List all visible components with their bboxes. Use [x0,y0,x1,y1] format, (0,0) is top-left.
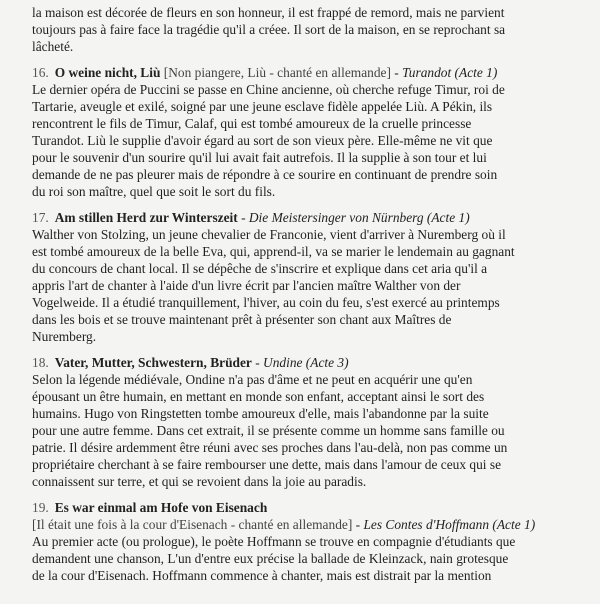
text-line: demandent une chanson, L'un d'entre eux précise la ballade de Kleinzack, nain grotesque [32,551,509,566]
entry-17 [32,209,572,345]
entry-body [32,226,572,345]
text-line: de la cour d'Eisenach. Hoffmann commence à chanter, mais est distrait par la mention [32,568,492,583]
text-line: pour le souvenir d'un sourire qu'il lui avait fait autrefois. Il la supplie à son tour et lui [32,150,487,165]
entry-number: 16. [32,65,49,80]
text-line: Vogelweide. Il a étudié tranquillement, l'hiver, au coin du feu, s'est exercé au printemps [32,295,500,310]
entry-heading [32,64,572,81]
text-line: du concours de chant local. Il se dépêche de s'inscrire et explique dans cet aria qu'il a [32,261,488,276]
text-line: Le dernier opéra de Puccini se passe en Chine ancienne, où cherche refuge Timur, roi de [32,82,505,97]
text-line: demande de ne pas pleurer mais de répondre à ce sourire en continuant de prendre soin [32,167,498,182]
text-line: humains. Hugo von Ringstetten tombe amoureux d'elle, mais l'abandonne par la suite [32,406,489,421]
aria-translation: [Non piangere, Liù - chanté en allemande] [163,65,391,80]
text-line: toujours pas à faire face la tragédie qu'il a créee. Il sort de la maison, en se reprochant sa [32,22,506,37]
dash: - [352,517,364,532]
dash: - [237,210,249,225]
entry-body [32,371,572,490]
text-line: épousant un être humain, en mettant en monde son enfant, acceptant ainsi le sort des [32,389,485,404]
aria-title: Vater, Mutter, Schwestern, Brüder [54,355,252,370]
text-line: propriétaire cherchant à se faire rembourser une dette, mais dans l'amour de ceux qui se [32,457,502,472]
text-line: appris l'art de chanter à l'aide d'un livre écrit par l'ancien maître Walther von der [32,278,461,293]
dash: - [251,355,264,370]
entry-number: 19. [32,500,49,515]
page [0,4,600,604]
text-line: pour une autre femme. Dans cet extrait, il se présente comme un homme sans famille ou [32,423,505,438]
entry-18 [32,354,572,490]
entry-heading [32,209,572,226]
text-line: Tartarie, aveugle et exilé, soigné par une jeune esclave fidèle appelée Liù. A Pékin, ils [32,99,493,114]
text-line: rencontrent le fils de Timur, Calaf, qui est tombé amoureux de la cruelle princesse [32,116,472,131]
text-line: lâcheté. [32,39,74,54]
text-line: du roi son maître, quel que soit le sort du fils. [32,184,276,199]
opera-title: Die Meistersinger von Nürnberg (Acte 1) [248,210,470,225]
entry-19 [32,499,572,584]
aria-title: O weine nicht, Liù [54,65,161,80]
entry-number: 18. [32,355,49,370]
text-line: Au premier acte (ou prologue), le poète Hoffmann se trouve en compagnie d'étudiants que [32,534,516,549]
text-line: la maison est décorée de fleurs en son honneur, il est frappé de remord, mais ne parvient [32,5,505,20]
text-line: patrie. Il désire ardemment être réuni avec ses proches dans l'au-delà, non pas comme un [32,440,508,455]
text-line: Nuremberg. [32,329,97,344]
entry-16 [32,64,572,200]
aria-title: Es war einmal am Hofe von Eisenach [54,500,268,515]
entry-number: 17. [32,210,49,225]
opera-title: Turandot (Acte 1) [402,65,498,80]
text-line: est tombé amoureux de la belle Eva, qui, apprend-il, va se marier le lendemain au gagnant [32,244,515,259]
text-line: Turandot. Liù le supplie d'avoir égard au sort de son vieux père. Elle-même ne vit que [32,133,493,148]
dash: - [390,65,403,80]
text-line: Selon la légende médiévale, Ondine n'a pas d'âme et ne peut en acquérir une qu'en [32,372,473,387]
aria-translation: [Il était une fois à la cour d'Eisenach - chanté en allemande] [32,517,353,532]
intro-paragraph [32,4,572,55]
entry-body [32,81,572,200]
entry-heading [32,499,572,533]
entry-heading [32,354,572,371]
opera-title: Les Contes d'Hoffmann (Acte 1) [363,517,536,532]
text-line: connaissent sur terre, et qui se revoient dans la joie au paradis. [32,474,367,489]
text-line: Walther von Stolzing, un jeune chevalier de Franconie, vient d'arriver à Nuremberg où il [32,227,506,242]
opera-title: Undine (Acte 3) [263,355,349,370]
entry-body [32,533,572,584]
text-line: dans les bois et se trouve maintenant prêt à présenter son chant aux Maîtres de [32,312,452,327]
aria-title: Am stillen Herd zur Winterszeit [54,210,238,225]
